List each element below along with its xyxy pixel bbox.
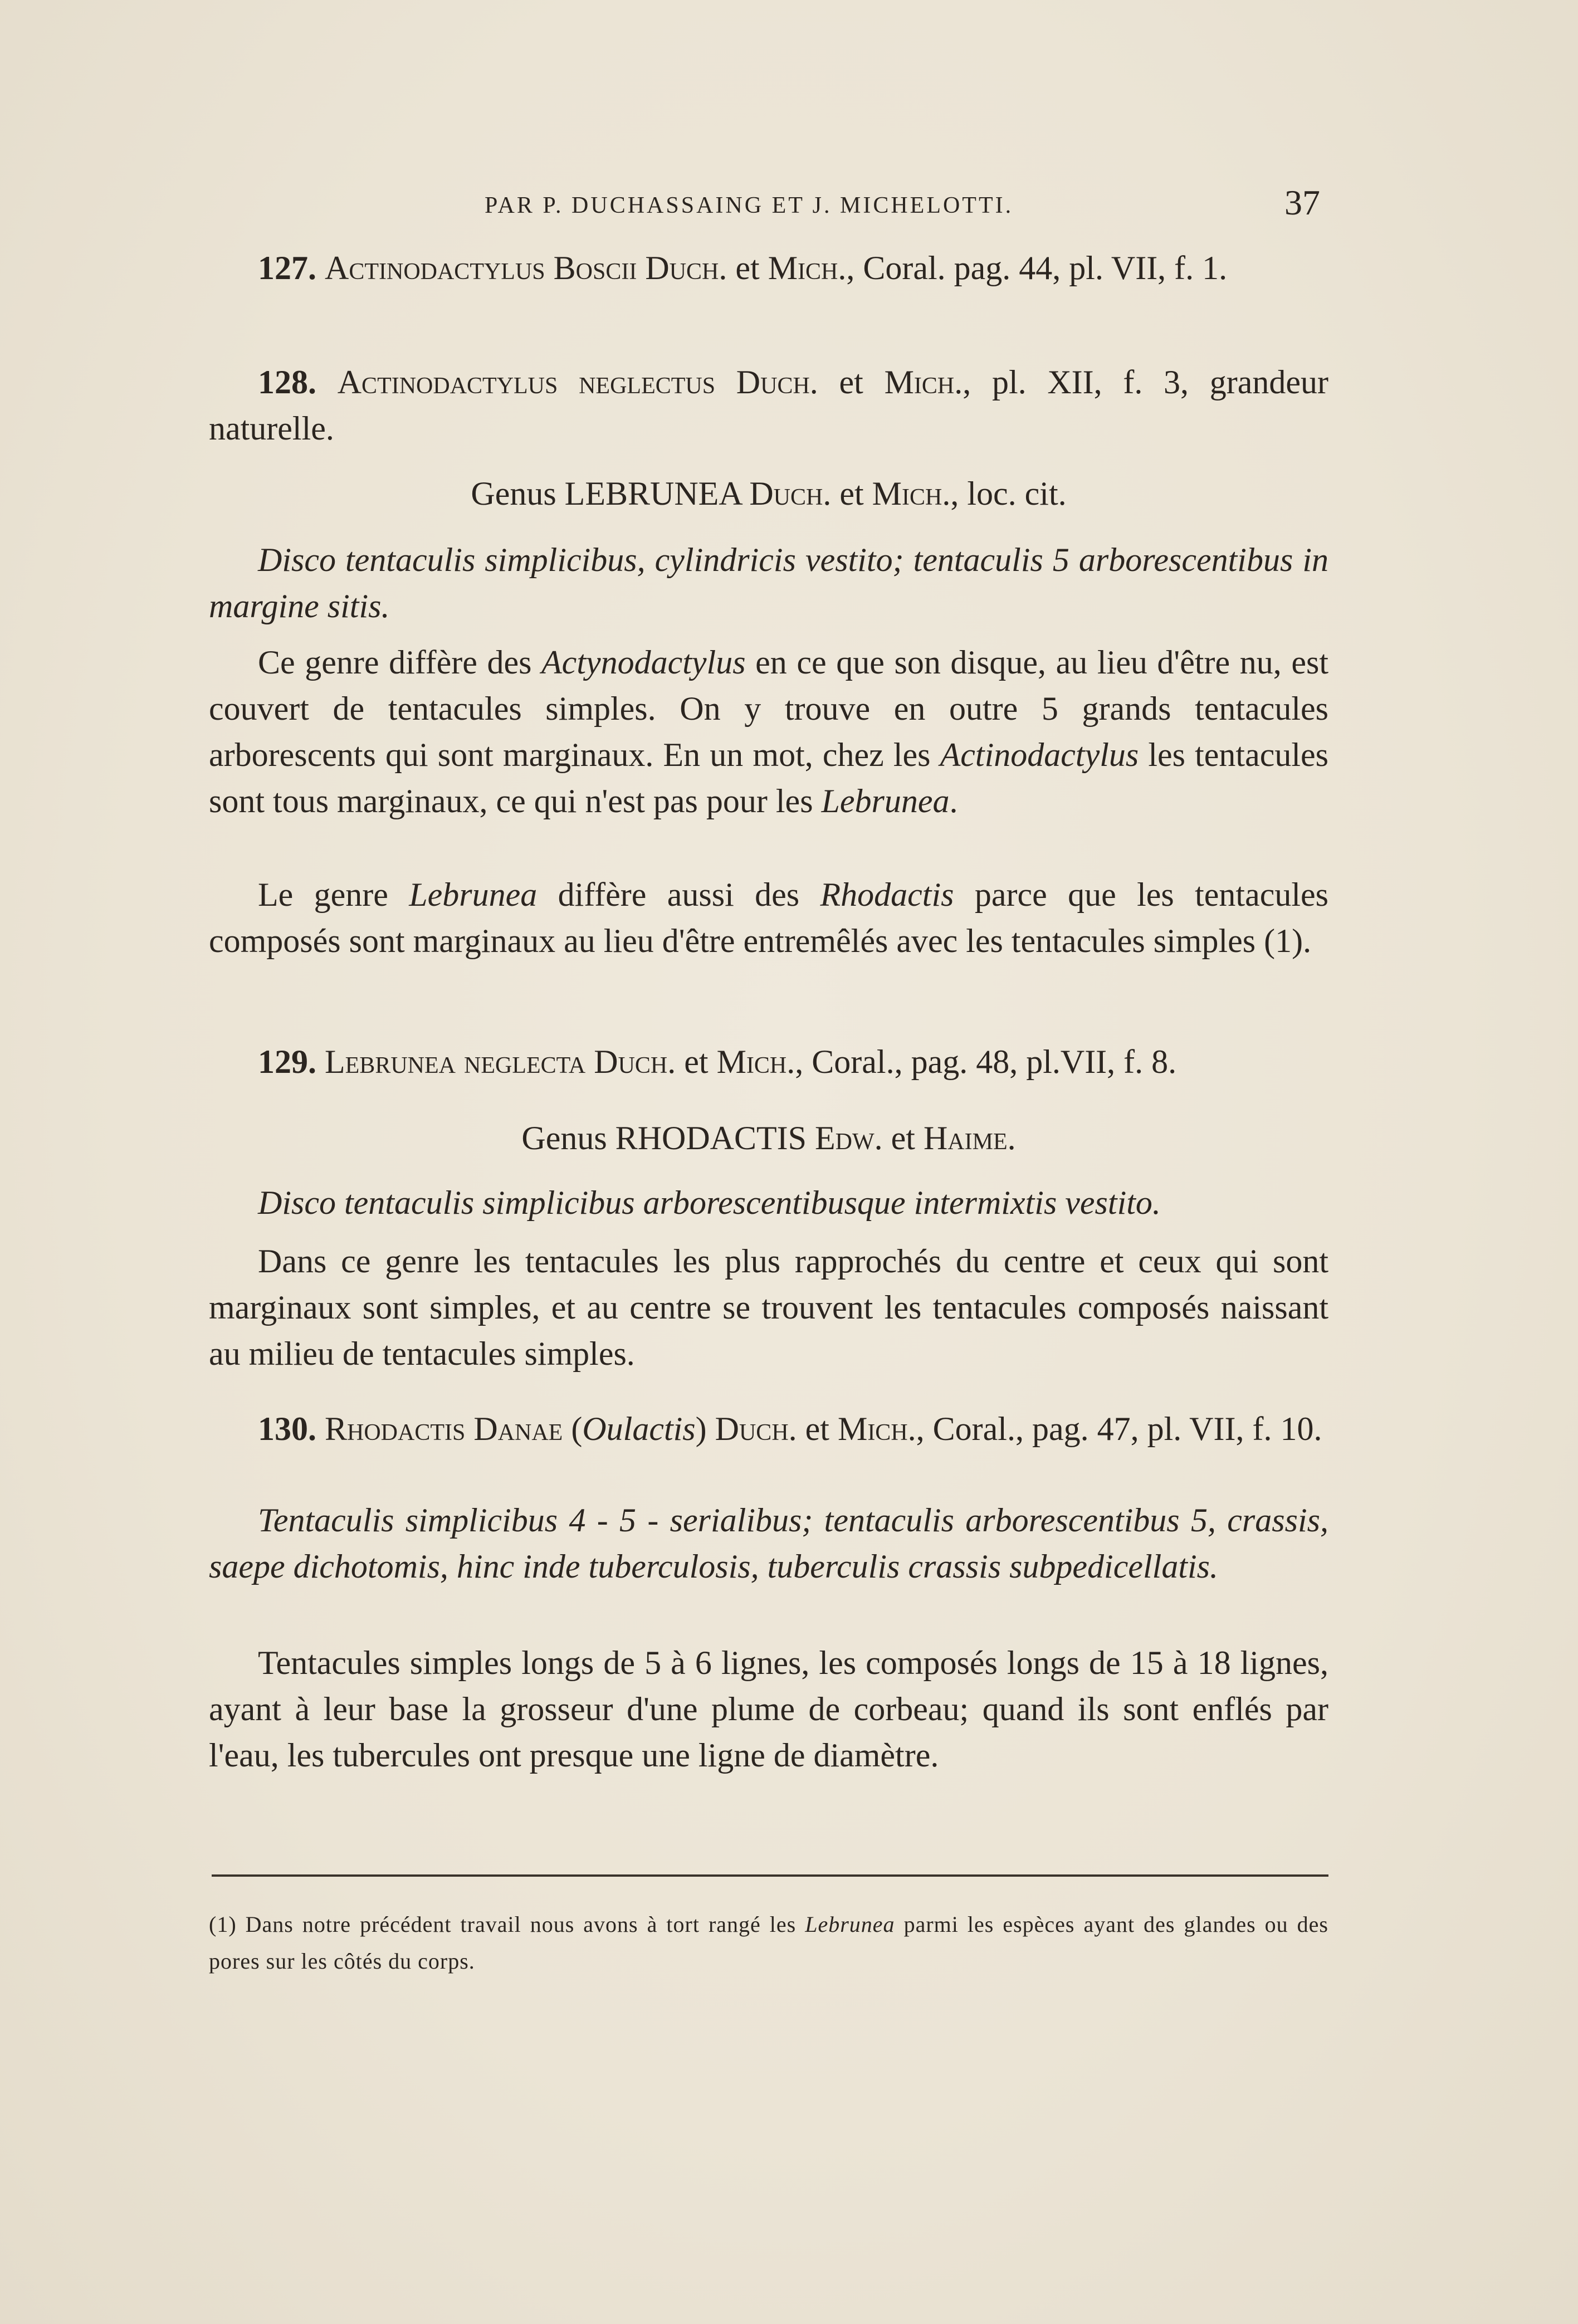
genus-italic: Lebrunea	[805, 1912, 895, 1937]
conjunction: et	[839, 475, 864, 512]
reference: , loc. cit.	[950, 475, 1067, 512]
rhodactis-paragraph	[209, 1238, 1328, 1377]
genus-italic: Lebrunea	[821, 783, 950, 819]
text-run: diffère aussi des	[537, 876, 820, 913]
reference: , Coral. pag. 44, pl. VII, f. 1.	[846, 250, 1228, 286]
author-abbrev: Duch.	[594, 1043, 676, 1080]
entry-number: 128.	[258, 364, 316, 401]
species-name: Lebrunea neglecta	[325, 1043, 586, 1080]
page-number: 37	[1284, 183, 1320, 222]
author-abbrev: Mich.	[716, 1043, 795, 1080]
genus-italic: Lebrunea	[409, 876, 538, 913]
entry-127	[209, 245, 1328, 291]
latin-diagnosis: Disco tentaculis simplicibus, cylindricis vestito; tentaculis 5 arborescentibus in margine sitis.	[209, 541, 1328, 624]
text-run: les tentacules sont tous marginaux, ce qui n'est pas pour les	[209, 736, 1328, 819]
text-run: Le genre	[258, 876, 409, 913]
text-run: (1) Dans notre précédent travail nous avons à tort rangé les	[209, 1912, 805, 1937]
footnote-rule	[212, 1874, 1328, 1877]
conjunction: et	[735, 250, 760, 286]
species-name: Actinodactylus neglectus	[337, 364, 716, 401]
genus-italic: Rhodactis	[820, 876, 954, 913]
author-abbrev: Mich.	[884, 364, 963, 401]
entry-128	[209, 359, 1328, 452]
description: Tentacules simples longs de 5 à 6 lignes, les composés longs de 15 à 18 lignes, ayant à leur base la grosseur d'une plume de corbeau; quand ils sont enflés par l'eau, les tubercules ont presque une ligne de diamètre.	[209, 1644, 1328, 1774]
rhodactis-diagnosis	[209, 1180, 1328, 1226]
genus-name: Genus LEBRUNEA	[471, 475, 741, 512]
conjunction: et	[684, 1043, 709, 1080]
reference: , Coral., pag. 48, pl.VII, f. 8.	[795, 1043, 1177, 1080]
genus-italic: Actynodactylus	[541, 644, 746, 681]
running-header	[485, 183, 1320, 222]
author-abbrev: Haime.	[923, 1120, 1016, 1156]
entry-number: 127.	[258, 250, 316, 286]
genus-heading-lebrunea	[209, 471, 1328, 517]
latin-diagnosis: Tentaculis simplicibus 4 - 5 - serialibus; tentaculis arborescentibus 5, crassis, saepe dichotomis, hinc inde tuberculosis, tuberculis crassis subpedicellatis.	[209, 1502, 1328, 1585]
synonym-italic: Oulactis	[582, 1410, 696, 1447]
text-run: Ce genre diffère des	[258, 644, 542, 681]
author-abbrev: Duch.	[749, 475, 832, 512]
running-title: PAR P. DUCHASSAING ET J. MICHELOTTI.	[485, 193, 1014, 218]
species-name: Actinodactylus Boscii	[325, 250, 637, 286]
genus-italic: Actinodactylus	[940, 736, 1139, 773]
author-abbrev: Duch.	[715, 1410, 797, 1447]
lebrunea-paragraph-1	[209, 639, 1328, 824]
description: Dans ce genre les tentacules les plus rapprochés du centre et ceux qui sont marginaux sont simples, et au centre se trouvent les tentacules composés naissant au milieu de tentacules simples.	[209, 1243, 1328, 1372]
genus-heading-rhodactis	[209, 1115, 1328, 1161]
text-run: en ce que son disque, au lieu d'être nu, est couvert de tentacules simples. On y trouve en outre 5 grands tentacules arborescents qui sont marginaux. En un mot, chez les	[209, 644, 1328, 773]
entry-130-diagnosis	[209, 1497, 1328, 1590]
entry-number: 129.	[258, 1043, 316, 1080]
genus-name: Genus RHODACTIS	[521, 1120, 807, 1156]
conjunction: et	[891, 1120, 915, 1156]
author-abbrev: Duch.	[645, 250, 727, 286]
latin-diagnosis: Disco tentaculis simplicibus arborescentibusque intermixtis vestito.	[258, 1184, 1161, 1221]
conjunction: et	[839, 364, 863, 401]
text-run: parce que les tentacules composés sont marginaux au lieu d'être entremêlés avec les tentacules simples (1).	[209, 876, 1328, 959]
reference: , Coral., pag. 47, pl. VII, f. 10.	[916, 1410, 1322, 1447]
author-abbrev: Mich.	[768, 250, 847, 286]
entry-130-description	[209, 1640, 1328, 1779]
footnote	[209, 1906, 1328, 1980]
text-run: .	[949, 783, 958, 819]
author-abbrev: Duch.	[736, 364, 818, 401]
lebrunea-paragraph-2	[209, 872, 1328, 964]
author-abbrev: Mich.	[837, 1410, 916, 1447]
author-abbrev: Mich.	[872, 475, 951, 512]
author-abbrev: Edw.	[815, 1120, 883, 1156]
species-name: Rhodactis Danae	[325, 1410, 563, 1447]
reference: , pl. XII, f. 3, grandeur naturelle.	[209, 364, 1329, 447]
conjunction: et	[805, 1410, 829, 1447]
entry-number: 130.	[258, 1410, 316, 1447]
entry-130: 130. Rhodactis Danae (Oulactis) Duch. et Mich., Coral., pag. 47, pl. VII, f. 10.	[258, 1410, 1322, 1447]
entry-129	[209, 1039, 1328, 1085]
lebrunea-diagnosis	[209, 537, 1328, 629]
text-run: parmi les espèces ayant des glandes ou des pores sur les côtés du corps.	[209, 1912, 1328, 1974]
